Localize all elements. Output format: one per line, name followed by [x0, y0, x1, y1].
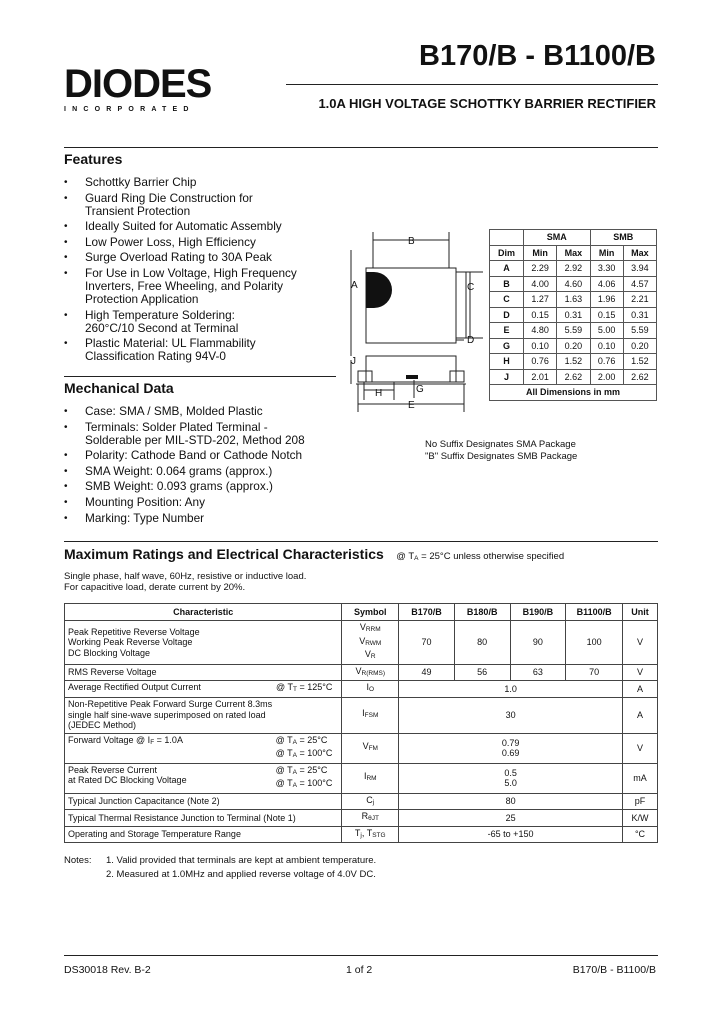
table-cell: 1.63	[557, 292, 590, 308]
logo-subtitle: INCORPORATED	[64, 106, 195, 113]
note-item: 2. Measured at 1.0MHz and applied reverse voltage of 4.0V DC.	[106, 868, 376, 880]
table-row	[490, 323, 657, 339]
value-cell	[399, 763, 623, 793]
table-header: SMB	[590, 230, 657, 246]
footer-rule	[64, 955, 658, 956]
table-cell: 1.52	[557, 354, 590, 370]
table-cell: 4.00	[524, 276, 557, 292]
diodes-logo	[64, 64, 228, 112]
table-row	[65, 621, 658, 665]
table-cell: 2.29	[524, 261, 557, 277]
condition-text: @ T	[396, 551, 415, 562]
table-header: Min	[590, 245, 623, 261]
symbol-cell	[342, 733, 399, 763]
features-list	[64, 176, 304, 366]
symbol-sub: FSM	[364, 712, 379, 720]
list-item: • Marking: Type Number	[64, 512, 334, 525]
footer-part-number: B170/B - B1100/B	[572, 964, 656, 976]
mechanical-heading: Mechanical Data	[64, 380, 174, 396]
list-item: • Low Power Loss, High Efficiency	[64, 236, 304, 249]
list-item: • For Use in Low Voltage, High Frequency Inverters, Free Wheeling, and Polarity Protection Application	[64, 267, 300, 306]
list-item: • Plastic Material: UL Flammability Classification Rating 94V-0	[64, 337, 275, 363]
symbol-cell	[342, 793, 399, 810]
table-cell: 0.76	[590, 354, 623, 370]
table-header: B180/B	[454, 604, 510, 621]
table-header: Max	[557, 245, 590, 261]
table-row	[65, 826, 658, 843]
cell-text-rest: = 1.0A	[154, 734, 183, 745]
table-row	[490, 369, 657, 385]
cond-rest: = 25°C	[297, 734, 328, 745]
symbol-sub: RWM	[365, 639, 382, 647]
cell-line: Peak Reverse Current	[68, 764, 158, 775]
table-header: Unit	[623, 604, 658, 621]
cond-rest: = 125°C	[297, 682, 333, 692]
cell-text: Average Rectified Output Current	[68, 682, 201, 692]
symbol-main: I	[362, 708, 365, 719]
list-item: • SMB Weight: 0.093 grams (approx.)	[64, 480, 334, 493]
value-cell: 63	[510, 664, 566, 681]
notes-list	[106, 854, 376, 881]
table-row	[65, 810, 658, 827]
list-item: • Guard Ring Die Construction for Transient Protection	[64, 192, 260, 218]
characteristic-cell: Typical Junction Capacitance (Note 2)	[65, 793, 342, 810]
table-cell: 5.59	[557, 323, 590, 339]
table-cell	[490, 230, 524, 246]
value-cell: 70	[399, 621, 455, 665]
condition-sub: A	[414, 555, 419, 562]
list-item: • Mounting Position: Any	[64, 496, 334, 509]
list-item: • Ideally Suited for Automatic Assembly	[64, 220, 304, 233]
value-cell: 70	[566, 664, 623, 681]
unit-cell: V	[623, 733, 658, 763]
cond-main: @ T	[275, 764, 293, 775]
symbol-sub: j	[372, 798, 375, 806]
cell-text	[68, 735, 183, 762]
table-cell: 2.21	[623, 292, 656, 308]
list-item: • Terminals: Solder Plated Terminal - Solderable per MIL-STD-202, Method 208	[64, 421, 315, 447]
symbol-sub: R	[370, 653, 376, 660]
table-cell: 5.00	[590, 323, 623, 339]
characteristic-cell	[65, 697, 342, 733]
table-cell: E	[490, 323, 524, 339]
notes-label: Notes:	[64, 855, 92, 866]
table-cell: 0.31	[557, 307, 590, 323]
dim-label: B	[408, 236, 415, 247]
list-item: • Surge Overload Rating to 30A Peak	[64, 251, 304, 264]
characteristic-cell: RMS Reverse Voltage	[65, 664, 342, 681]
list-item: • High Temperature Soldering: 260°C/10 Second at Terminal	[64, 309, 275, 335]
cond-rest: = 100°C	[297, 778, 333, 788]
table-row	[490, 276, 657, 292]
table-header: Characteristic	[65, 604, 342, 621]
table-cell: 4.06	[590, 276, 623, 292]
cathode-band-mark	[366, 272, 392, 308]
table-cell: 0.20	[557, 338, 590, 354]
table-footer: All Dimensions in mm	[490, 385, 657, 401]
symbol-sub: O	[368, 686, 375, 693]
table-cell: A	[490, 261, 524, 277]
package-outline-diagram	[336, 228, 486, 413]
unit-cell: pF	[623, 793, 658, 810]
table-row	[65, 664, 658, 681]
dimension-table	[489, 229, 657, 401]
ratings-heading-row	[64, 546, 564, 564]
table-cell: 0.15	[524, 307, 557, 323]
mechanical-rule	[64, 376, 336, 377]
value-cell: 80	[399, 793, 623, 810]
list-item: • Polarity: Cathode Band or Cathode Notch	[64, 449, 334, 462]
table-row	[490, 261, 657, 277]
table-row	[65, 763, 658, 793]
cond-main: @ T	[275, 734, 293, 745]
table-header: B190/B	[510, 604, 566, 621]
table-cell: 0.76	[524, 354, 557, 370]
value-cell: 25	[399, 810, 623, 827]
symbol-cell	[342, 763, 399, 793]
table-cell: 2.00	[590, 369, 623, 385]
package-note: No Suffix Designates SMA Package	[425, 439, 576, 450]
table-header: Symbol	[342, 604, 399, 621]
ratings-table	[64, 603, 658, 843]
cell-conditions	[276, 765, 333, 792]
cond-line	[276, 765, 333, 779]
value-cell: -65 to +150	[399, 826, 623, 843]
table-cell: C	[490, 292, 524, 308]
symbol-main: T	[354, 827, 361, 838]
list-item: • Case: SMA / SMB, Molded Plastic	[64, 405, 334, 418]
cell-text-sub: F	[150, 738, 155, 746]
value-line: 0.5	[504, 767, 517, 778]
symbol-cell	[342, 810, 399, 827]
dim-label: D	[467, 335, 475, 346]
table-cell: 2.01	[524, 369, 557, 385]
unit-cell: K/W	[623, 810, 658, 827]
value-cell: 100	[566, 621, 623, 665]
table-cell: D	[490, 307, 524, 323]
value-line: 5.0	[504, 778, 517, 788]
symbol-cell	[342, 697, 399, 733]
symbol-main: V	[359, 635, 366, 646]
cell-text	[68, 765, 187, 792]
dim-label: C	[467, 282, 475, 293]
value-line: 0.69	[501, 748, 520, 758]
characteristic-cell	[65, 681, 342, 698]
table-row	[490, 338, 657, 354]
unit-cell: V	[623, 621, 658, 665]
symbol-cell	[342, 664, 399, 681]
table-cell: 4.80	[524, 323, 557, 339]
value-line: 0.79	[501, 737, 520, 748]
table-cell: H	[490, 354, 524, 370]
cond-line	[276, 735, 333, 749]
cell-line: single half sine-wave superimposed on rated load	[68, 709, 266, 720]
cond-sub: A	[292, 752, 297, 759]
symbol-sub: RM	[366, 775, 377, 783]
dim-label: G	[416, 384, 424, 395]
table-cell: 2.62	[557, 369, 590, 385]
table-cell: 1.27	[524, 292, 557, 308]
symbol-main: V	[359, 622, 366, 632]
ratings-rule	[64, 541, 658, 542]
table-cell: G	[490, 338, 524, 354]
table-header: B1100/B	[566, 604, 623, 621]
unit-cell: A	[623, 681, 658, 698]
table-header: Max	[623, 245, 656, 261]
product-subtitle: 1.0A HIGH VOLTAGE SCHOTTKY BARRIER RECTIFIER	[318, 96, 656, 111]
condition-line: Single phase, half wave, 60Hz, resistive or inductive load.	[64, 571, 307, 582]
symbol-cell	[342, 826, 399, 843]
cell-line: Peak Repetitive Reverse Voltage	[68, 626, 200, 637]
cell-conditions	[276, 735, 333, 762]
dim-label: A	[351, 280, 358, 291]
symbol-main: V	[362, 741, 369, 752]
lead-notch-mark	[406, 375, 418, 379]
unit-cell: V	[623, 664, 658, 681]
table-cell: 0.20	[623, 338, 656, 354]
symbol-main: R	[361, 811, 369, 821]
table-cell: 0.10	[590, 338, 623, 354]
symbol-sub: j	[360, 831, 362, 839]
symbol-main: I	[363, 771, 367, 782]
ratings-temp-condition	[396, 551, 564, 562]
characteristic-cell: Operating and Storage Temperature Range	[65, 826, 342, 843]
condition-line: For capacitive load, derate current by 20%.	[64, 582, 246, 593]
package-note: "B" Suffix Designates SMB Package	[425, 451, 578, 462]
cell-layout	[68, 765, 338, 792]
table-cell: 0.10	[524, 338, 557, 354]
cond-main: @ T	[276, 682, 294, 692]
symbol-sub: R(RMS)	[361, 669, 385, 677]
unit-cell: mA	[623, 763, 658, 793]
cond-rest: = 25°C	[297, 764, 328, 775]
dim-label: J	[351, 356, 356, 367]
symbol-sub: RRM	[365, 626, 381, 633]
table-cell: 4.57	[623, 276, 656, 292]
part-title: B170/B - B1100/B	[419, 40, 656, 72]
cond-line	[276, 778, 333, 792]
cond-main: @ T	[275, 748, 293, 758]
table-row	[65, 697, 658, 733]
symbol-cell	[342, 681, 399, 698]
cell-line: DC Blocking Voltage	[68, 647, 151, 658]
condition-text: = 25°C unless otherwise specified	[418, 551, 565, 562]
table-cell: 1.96	[590, 292, 623, 308]
header-rule	[286, 84, 658, 85]
value-cell: 90	[510, 621, 566, 665]
table-cell: 2.62	[623, 369, 656, 385]
table-header: B170/B	[399, 604, 455, 621]
symbol-cell	[342, 621, 399, 665]
symbol-main: , T	[361, 827, 373, 838]
package-notes	[425, 439, 577, 463]
mechanical-list	[64, 405, 334, 527]
cell-line: (JEDEC Method)	[68, 720, 137, 731]
dim-label: E	[408, 400, 415, 411]
logo-wordmark: DIODES	[64, 62, 212, 106]
value-cell	[399, 733, 623, 763]
table-row	[65, 733, 658, 763]
table-cell: 3.94	[623, 261, 656, 277]
table-header: Dim	[490, 245, 524, 261]
symbol-main: I	[366, 682, 369, 692]
cond-sub: A	[292, 738, 297, 746]
table-cell: 0.31	[623, 307, 656, 323]
cell-line: Working Peak Reverse Voltage	[68, 637, 193, 647]
table-row	[65, 681, 658, 698]
characteristic-cell	[65, 763, 342, 793]
symbol	[345, 636, 395, 650]
features-rule	[64, 147, 658, 148]
table-cell: 5.59	[623, 323, 656, 339]
cond-main: @ T	[275, 778, 293, 788]
table-cell: 1.52	[623, 354, 656, 370]
cell-text-main: Forward Voltage @ I	[68, 734, 151, 745]
unit-cell: A	[623, 697, 658, 733]
ratings-heading: Maximum Ratings and Electrical Characteristics	[64, 546, 384, 562]
table-cell: B	[490, 276, 524, 292]
symbol	[345, 649, 395, 663]
value-cell: 30	[399, 697, 623, 733]
table-row	[490, 354, 657, 370]
features-heading: Features	[64, 151, 123, 167]
list-item: • Schottky Barrier Chip	[64, 176, 304, 189]
cell-layout	[68, 735, 338, 762]
table-row	[490, 307, 657, 323]
symbol	[345, 622, 395, 636]
characteristic-cell	[65, 621, 342, 665]
note-item: 1. Valid provided that terminals are kept at ambient temperature.	[106, 855, 377, 866]
symbol-sub: θJT	[368, 815, 379, 822]
table-cell: 2.92	[557, 261, 590, 277]
page-number: 1 of 2	[346, 964, 373, 976]
table-header: SMA	[524, 230, 591, 246]
table-header: Min	[524, 245, 557, 261]
unit-cell: °C	[623, 826, 658, 843]
list-item: • SMA Weight: 0.064 grams (approx.)	[64, 465, 334, 478]
cond-sub: A	[292, 768, 297, 776]
cond-sub: T	[293, 686, 297, 693]
symbol-main: V	[355, 665, 362, 676]
symbol-sub: STG	[372, 831, 386, 839]
characteristic-cell: Typical Thermal Resistance Junction to Terminal (Note 1)	[65, 810, 342, 827]
cell-line: Non-Repetitive Peak Forward Surge Current 8.3ms	[68, 699, 273, 710]
symbol-sub: FM	[368, 745, 378, 753]
table-row	[65, 793, 658, 810]
ratings-conditions	[64, 571, 306, 593]
table-cell: 3.30	[590, 261, 623, 277]
table-row	[490, 292, 657, 308]
cell-line: at Rated DC Blocking Voltage	[68, 775, 187, 785]
table-header-row	[65, 604, 658, 621]
symbol-main: C	[366, 794, 373, 805]
cond-rest: = 100°C	[297, 748, 333, 758]
cell-condition	[276, 682, 332, 696]
characteristic-cell	[65, 733, 342, 763]
symbol-main: V	[364, 649, 371, 659]
table-cell: J	[490, 369, 524, 385]
table-cell: 0.15	[590, 307, 623, 323]
value-cell: 80	[454, 621, 510, 665]
table-cell: 4.60	[557, 276, 590, 292]
dim-label: H	[375, 388, 383, 399]
cond-sub: A	[292, 782, 297, 789]
value-cell: 49	[399, 664, 455, 681]
doc-number: DS30018 Rev. B-2	[64, 964, 151, 976]
value-cell: 56	[454, 664, 510, 681]
cond-line	[276, 748, 333, 762]
value-cell: 1.0	[399, 681, 623, 698]
